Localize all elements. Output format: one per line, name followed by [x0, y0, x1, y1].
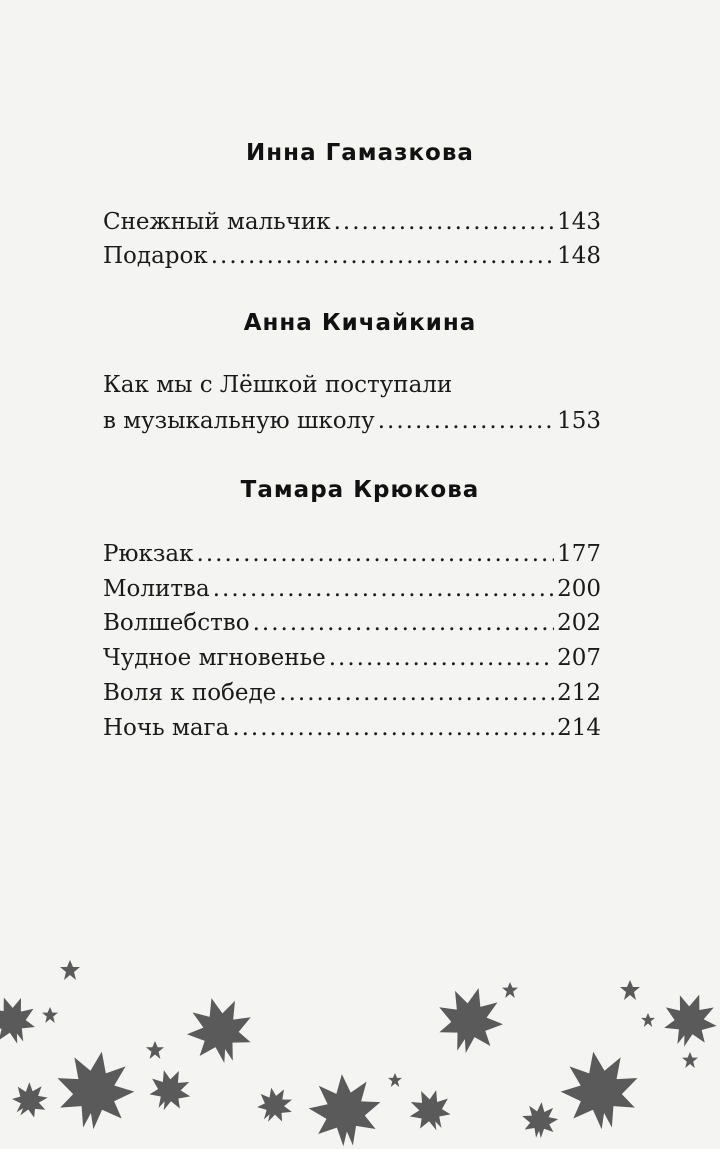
leader-dots	[329, 641, 554, 675]
entry-title-line: Как мы с Лёшкой поступали	[103, 372, 453, 398]
page-number: 212	[557, 680, 601, 706]
author-heading: Инна Гамазкова	[246, 140, 474, 166]
entry-title: Воля к победе	[103, 680, 277, 706]
page-number: 202	[557, 610, 601, 636]
entry-title: Волшебство	[103, 610, 250, 636]
page-number: 148	[557, 243, 601, 269]
page-number: 207	[557, 645, 601, 671]
entry-title: Рюкзак	[103, 541, 194, 567]
author-heading: Тамара Крюкова	[240, 477, 480, 503]
leaf-group	[0, 960, 720, 1149]
toc-entry	[103, 641, 601, 675]
toc-entry	[103, 676, 601, 710]
entry-title: Чудное мгновенье	[103, 645, 326, 671]
page-number: 214	[557, 715, 601, 741]
page-number: 143	[557, 209, 601, 235]
leader-dots	[232, 711, 554, 745]
leader-dots	[279, 676, 554, 710]
leader-dots	[197, 537, 555, 571]
leader-dots	[213, 572, 554, 606]
entry-title: в музыкальную школу	[103, 408, 375, 434]
entry-title: Молитва	[103, 576, 210, 602]
leader-dots	[253, 606, 554, 640]
entry-title: Подарок	[103, 243, 208, 269]
leader-dots	[211, 239, 554, 273]
leader-dots	[378, 404, 554, 438]
entry-title: Ночь мага	[103, 715, 230, 741]
toc-entry	[103, 572, 601, 606]
toc-entry	[103, 239, 601, 273]
toc-entry	[103, 404, 601, 438]
entry-title: Снежный мальчик	[103, 209, 331, 235]
toc-entry	[103, 205, 601, 239]
page-number: 153	[557, 408, 601, 434]
author-heading: Анна Кичайкина	[243, 310, 477, 336]
page-number: 177	[557, 541, 601, 567]
toc-entry	[103, 711, 601, 745]
maple-leaves-decoration	[0, 960, 720, 1149]
leader-dots	[334, 205, 554, 239]
page-number: 200	[557, 576, 601, 602]
toc-entry	[103, 537, 601, 571]
toc-entry	[103, 606, 601, 640]
